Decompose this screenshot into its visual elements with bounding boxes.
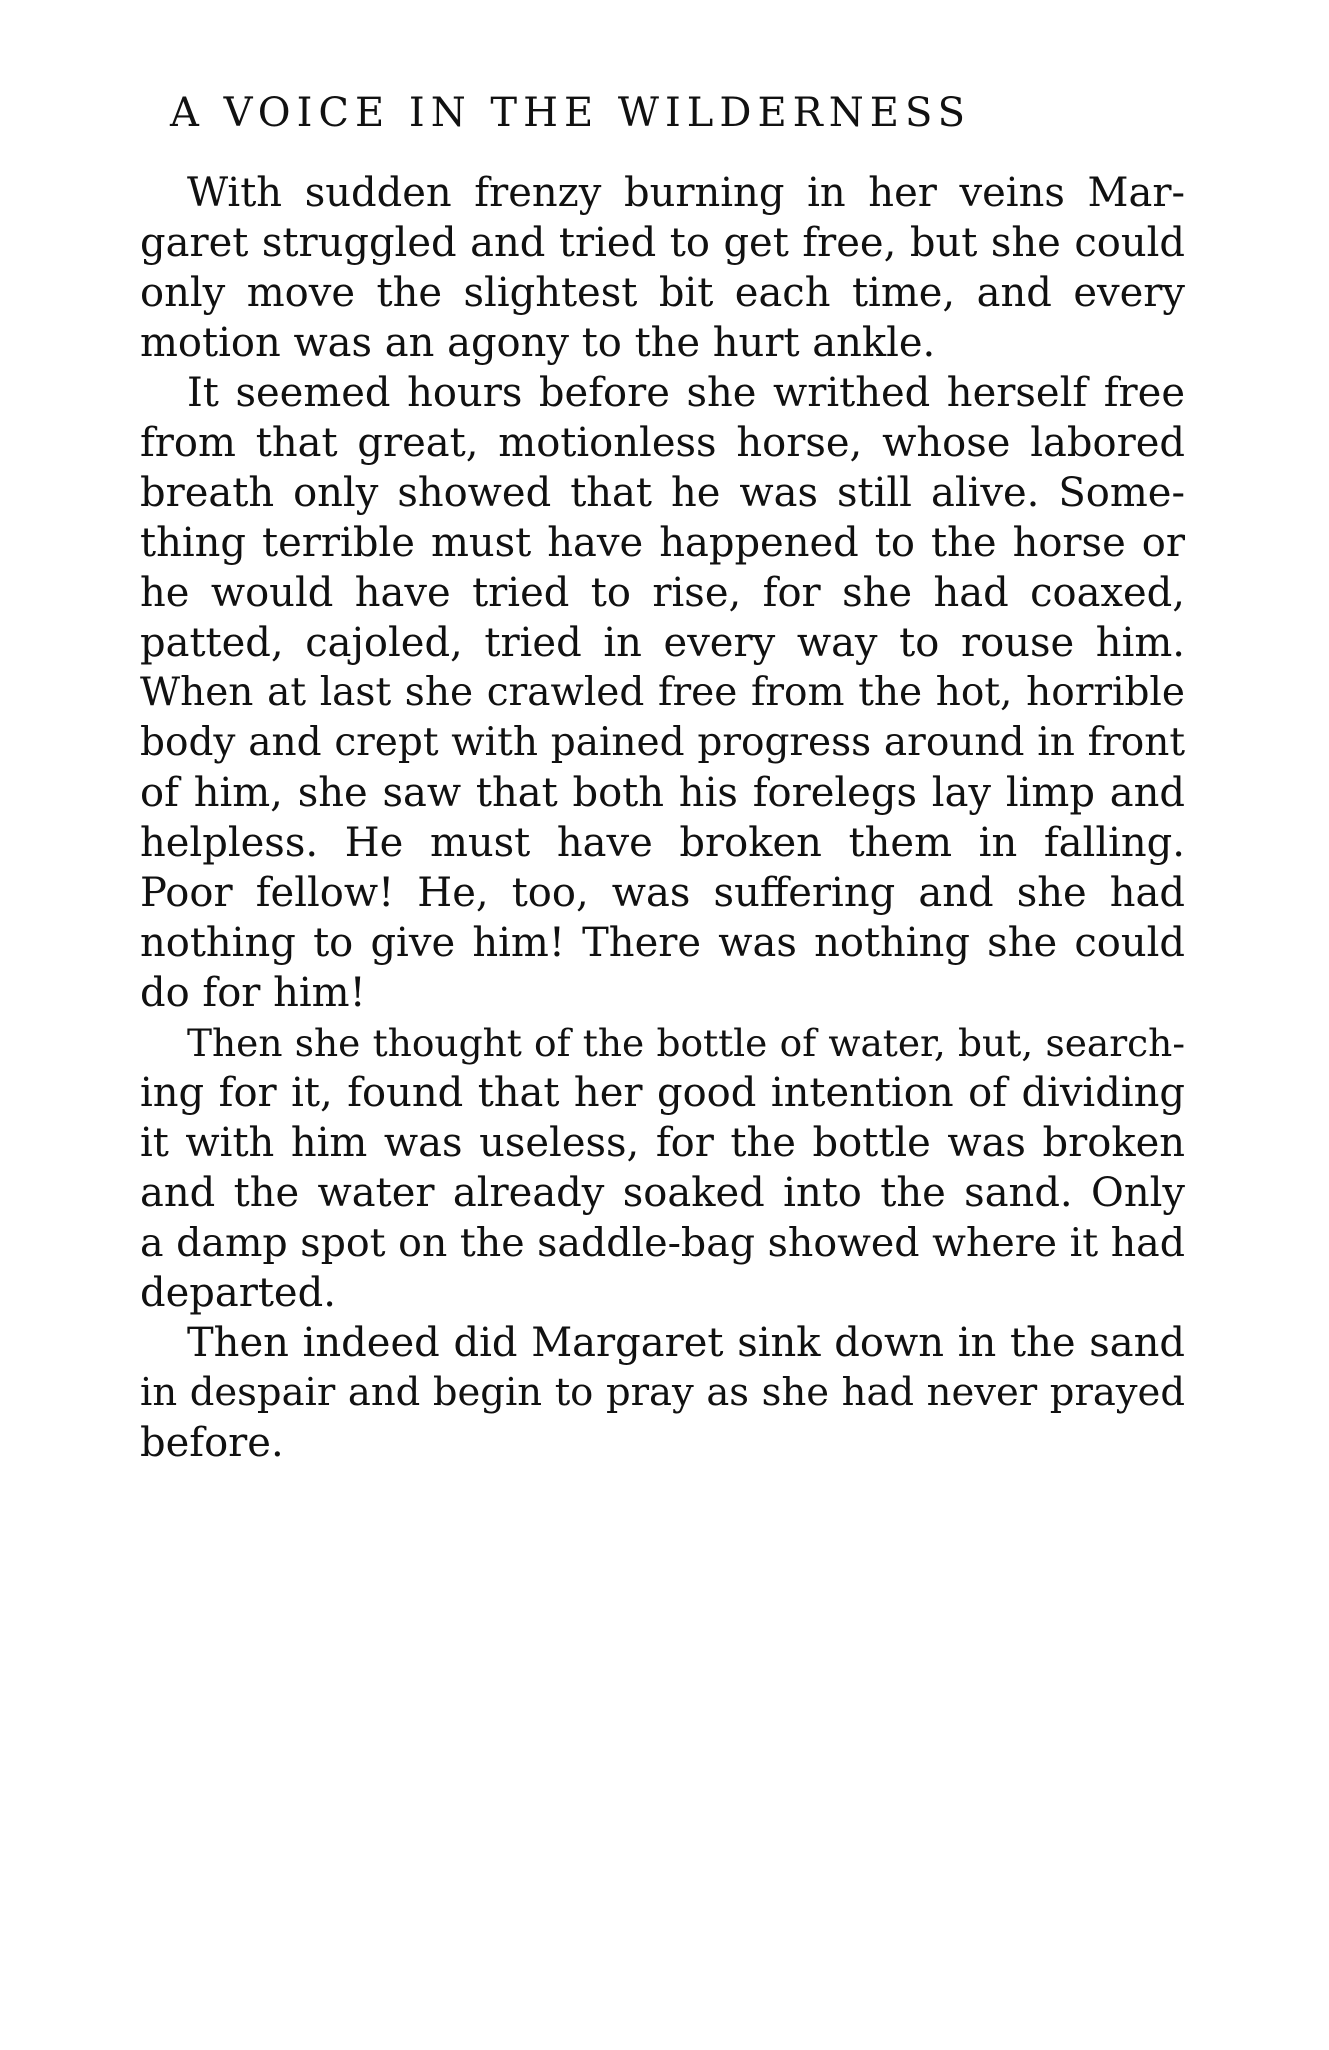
text-line: It seemed hours before she writhed herself free	[187, 370, 1185, 416]
text-line: Poor fellow! He, too, was suffering and she had	[140, 870, 1185, 916]
text-line: in despair and begin to pray as she had never prayed	[140, 1370, 1185, 1415]
text-line: garet struggled and tried to get free, but she could	[140, 220, 1185, 266]
text-line: nothing to give him! There was nothing she could	[140, 920, 1185, 966]
text-line: from that great, motionless horse, whose labored	[140, 420, 1185, 466]
text-line: thing terrible must have happened to the horse or	[140, 520, 1185, 566]
text-line: it with him was useless, for the bottle was broken	[140, 1120, 1185, 1166]
text-line: before.	[140, 1420, 284, 1466]
text-line: When at last she crawled free from the hot, horrible	[140, 670, 1185, 715]
text-line: a damp spot on the saddle-bag showed where it had	[140, 1220, 1185, 1266]
text-line: patted, cajoled, tried in every way to rouse him.	[140, 620, 1185, 666]
text-line: Then she thought of the bottle of water, but, search-	[187, 1021, 1185, 1065]
text-line: breath only showed that he was still alive. Some-	[140, 470, 1185, 516]
body-text	[140, 168, 1185, 1468]
text-line: only move the slightest bit each time, and every	[140, 270, 1185, 316]
text-line: of him, she saw that both his forelegs lay limp and	[140, 770, 1185, 816]
running-head: A VOICE IN THE WILDERNESS	[170, 90, 972, 136]
paragraph	[140, 1318, 1185, 1468]
text-line: With sudden frenzy burning in her veins Mar-	[187, 170, 1185, 216]
paragraph	[140, 168, 1185, 368]
text-line: and the water already soaked into the sand. Only	[140, 1170, 1185, 1216]
paragraph	[140, 368, 1185, 1018]
text-line: do for him!	[140, 970, 366, 1016]
text-line: he would have tried to rise, for she had coaxed,	[140, 570, 1185, 616]
text-line: Then indeed did Margaret sink down in the sand	[187, 1320, 1185, 1366]
text-line: helpless. He must have broken them in falling.	[140, 820, 1185, 866]
text-line: departed.	[140, 1270, 336, 1316]
text-line: motion was an agony to the hurt ankle.	[140, 320, 936, 366]
text-line: body and crept with pained progress around in front	[140, 720, 1185, 765]
paragraph	[140, 1018, 1185, 1318]
text-line: ing for it, found that her good intention of dividing	[140, 1070, 1185, 1116]
